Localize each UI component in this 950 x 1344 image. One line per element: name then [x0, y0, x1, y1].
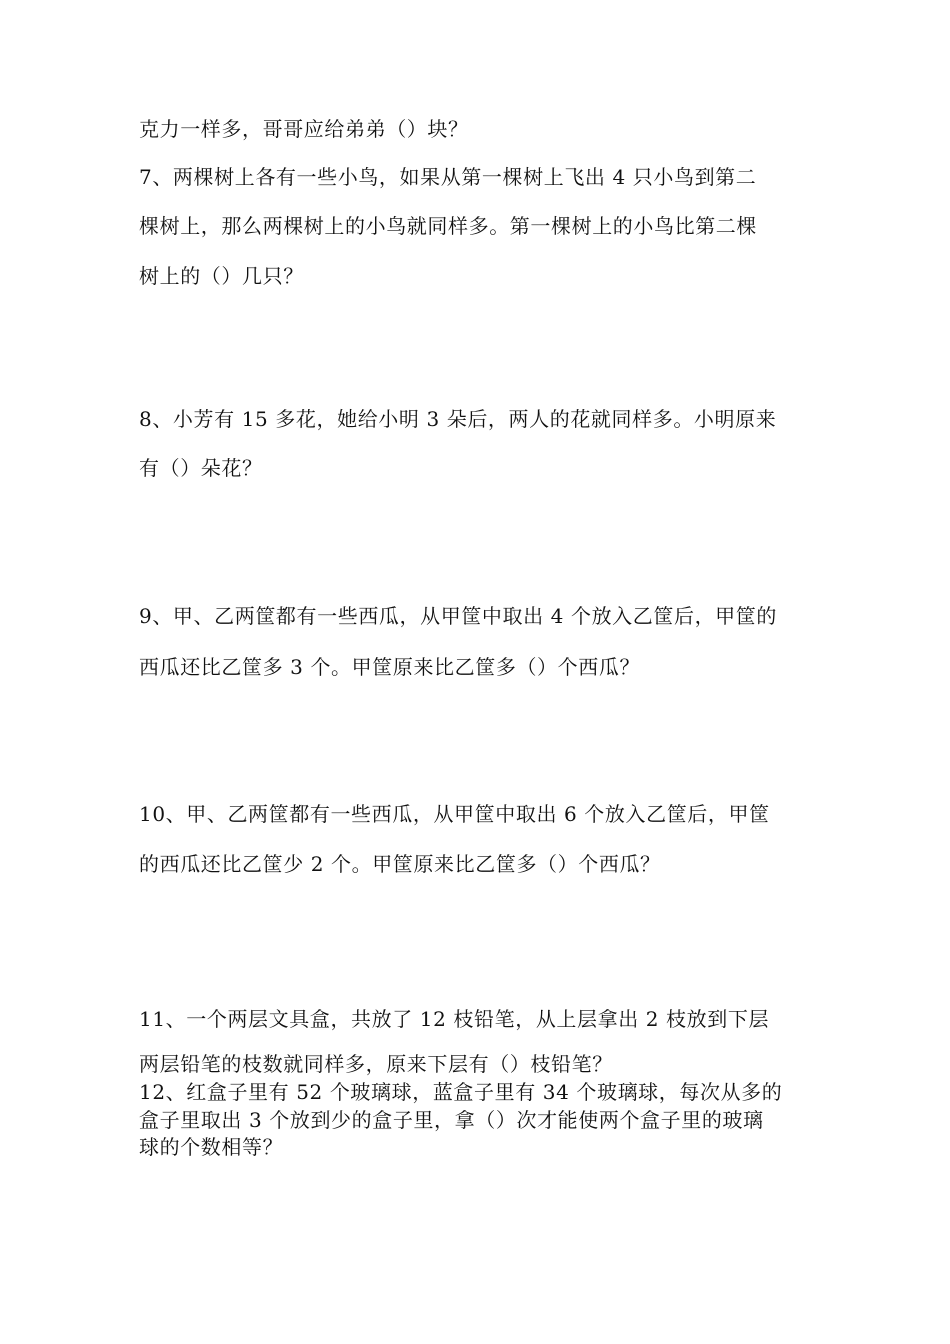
question-8-line-1: 8、小芳有 15 多花，她给小明 3 朵后，两人的花就同样多。小明原来 [139, 407, 777, 431]
question-7-line-2: 棵树上，那么两棵树上的小鸟就同样多。第一棵树上的小鸟比第二棵 [139, 214, 757, 238]
question-10-line-1: 10、甲、乙两筐都有一些西瓜，从甲筐中取出 6 个放入乙筐后，甲筐 [139, 802, 770, 826]
question-10-line-2: 的西瓜还比乙筐少 2 个。甲筐原来比乙筐多（）个西瓜？ [139, 852, 661, 876]
question-12-line-2: 盒子里取出 3 个放到少的盒子里，拿（）次才能使两个盒子里的玻璃 [139, 1108, 764, 1132]
question-9-line-2: 西瓜还比乙筐多 3 个。甲筐原来比乙筐多（）个西瓜？ [139, 655, 641, 679]
question-12-line-3: 球的个数相等？ [139, 1135, 284, 1159]
question-11-line-2: 两层铅笔的枝数就同样多，原来下层有（）枝铅笔？ [139, 1052, 613, 1076]
question-9-line-1: 9、甲、乙两筐都有一些西瓜，从甲筐中取出 4 个放入乙筐后，甲筐的 [139, 604, 777, 628]
question-11-line-1: 11、一个两层文具盒，共放了 12 枝铅笔，从上层拿出 2 枝放到下层 [139, 1007, 770, 1031]
question-7-line-1: 7、两棵树上各有一些小鸟，如果从第一棵树上飞出 4 只小鸟到第二 [139, 165, 757, 189]
question-8-line-2: 有（）朵花？ [139, 456, 263, 480]
question-12-line-1: 12、红盒子里有 52 个玻璃球，蓝盒子里有 34 个玻璃球，每次从多的 [139, 1080, 783, 1104]
text-line: 克力一样多，哥哥应给弟弟（）块？ [139, 117, 469, 141]
question-7-line-3: 树上的（）几只？ [139, 264, 304, 288]
